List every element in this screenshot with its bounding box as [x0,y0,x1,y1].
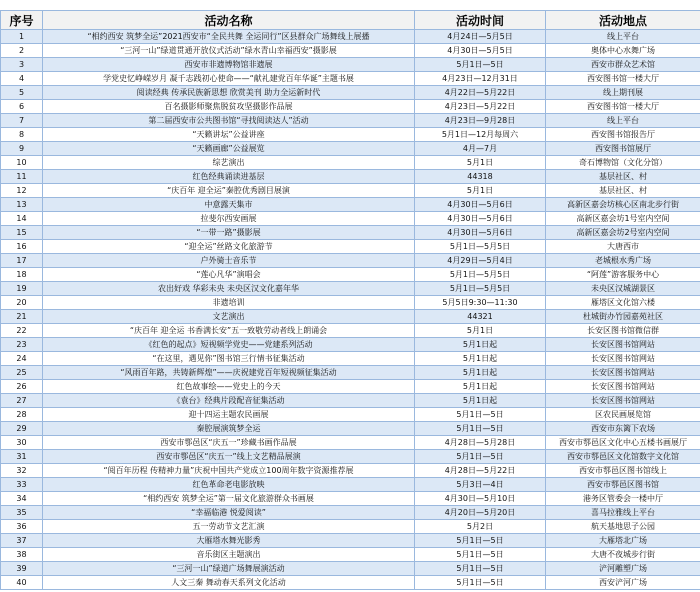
cell-activity-time: 4月—7月 [415,142,546,156]
cell-activity-time: 4月30日—5月5日 [415,44,546,58]
cell-index: 17 [1,254,43,268]
cell-activity-place: 西安市鄠邑区文化馆数字文化馆 [546,450,700,464]
cell-activity-time: 5月1日起 [415,352,546,366]
table-row [1,394,700,408]
cell-index: 36 [1,520,43,534]
cell-activity-time: 4月29日—5月4日 [415,254,546,268]
cell-activity-time: 5月1日—5月5日 [415,268,546,282]
header-activity-place: 活动地点 [546,11,700,30]
cell-activity-name: “相约西安 筑梦全运”第一届文化旅游群众书画展 [43,492,415,506]
cell-activity-name: 中意露天集市 [43,198,415,212]
cell-index: 31 [1,450,43,464]
cell-activity-place: 线上期刊展 [546,86,700,100]
table-row [1,548,700,562]
cell-activity-time: 5月1日起 [415,394,546,408]
cell-activity-place: 西安市鄠邑区图书馆 [546,478,700,492]
cell-activity-place: 西安图书馆一楼大厅 [546,100,700,114]
cell-index: 19 [1,282,43,296]
cell-index: 21 [1,310,43,324]
cell-index: 28 [1,408,43,422]
cell-activity-name: 农出好戏 华彩未央 未央区汉文化嘉年华 [43,282,415,296]
cell-activity-name: “莲心凡华”演唱会 [43,268,415,282]
cell-activity-time: 4月22日—5月22日 [415,86,546,100]
cell-activity-name: 第二届西安市公共图书馆“寻找阅读达人”活动 [43,114,415,128]
cell-activity-name: 学党史忆峥嵘岁月 凝千志践初心使命——“献礼建党百年华诞”主题书展 [43,72,415,86]
cell-activity-place: 区农民画展览馆 [546,408,700,422]
cell-activity-time: 4月30日—5月10日 [415,492,546,506]
table-row [1,170,700,184]
table-row [1,338,700,352]
cell-index: 24 [1,352,43,366]
cell-index: 39 [1,562,43,576]
table-row [1,114,700,128]
cell-activity-place: 线上平台 [546,114,700,128]
cell-activity-place: 大雁塔北广场 [546,534,700,548]
cell-activity-place: 线上平台 [546,30,700,44]
cell-activity-time: 44318 [415,170,546,184]
table-row [1,58,700,72]
cell-activity-name: “三河一山”绿道广场舞展演活动 [43,562,415,576]
cell-index: 6 [1,100,43,114]
cell-activity-name: “天籁讲坛”公益讲座 [43,128,415,142]
table-row [1,436,700,450]
cell-activity-name: 文艺演出 [43,310,415,324]
cell-index: 1 [1,30,43,44]
cell-index: 13 [1,198,43,212]
cell-activity-place: 高新区嘉会坊1号室内空间 [546,212,700,226]
cell-index: 2 [1,44,43,58]
cell-activity-place: 长安区图书馆网站 [546,380,700,394]
table-row [1,282,700,296]
table-row [1,520,700,534]
cell-activity-time: 4月23日—12月31日 [415,72,546,86]
table-row [1,254,700,268]
table-row [1,408,700,422]
cell-activity-place: 杜城街办竹园嘉苑社区 [546,310,700,324]
table-row [1,72,700,86]
cell-activity-place: 基层社区、村 [546,184,700,198]
cell-activity-place: 高新区嘉会坊2号室内空间 [546,226,700,240]
table-row [1,30,700,44]
cell-activity-time: 4月23日—9月28日 [415,114,546,128]
table-row [1,492,700,506]
table-body [1,30,700,590]
cell-index: 29 [1,422,43,436]
cell-activity-place: 浐河雕塑广场 [546,562,700,576]
cell-index: 9 [1,142,43,156]
cell-activity-name: 西安市非遗博物馆非遗展 [43,58,415,72]
header-activity-time: 活动时间 [415,11,546,30]
cell-activity-time: 5月1日—5日 [415,534,546,548]
cell-activity-name: “天籁画廊”公益展览 [43,142,415,156]
table-row [1,478,700,492]
cell-activity-place: 长安区图书馆微信群 [546,324,700,338]
cell-activity-time: 5月1日起 [415,366,546,380]
cell-activity-place: 西安图书馆展厅 [546,142,700,156]
cell-activity-place: 西安市群众艺术馆 [546,58,700,72]
table-row [1,450,700,464]
cell-index: 7 [1,114,43,128]
cell-index: 16 [1,240,43,254]
cell-activity-place: 未央区汉城湖景区 [546,282,700,296]
cell-activity-name: “在这里，遇见你”图书馆三行情书征集活动 [43,352,415,366]
cell-activity-time: 5月3日—4日 [415,478,546,492]
cell-index: 25 [1,366,43,380]
cell-activity-place: 航天基地思子公园 [546,520,700,534]
cell-activity-name: “三河一山”绿道贯通开放仪式活动”绿水青山幸福西安”摄影展 [43,44,415,58]
cell-activity-time: 5月1日—5日 [415,408,546,422]
cell-activity-name: “幸福临港 悦爱阅读” [43,506,415,520]
cell-activity-name: 非遗培训 [43,296,415,310]
cell-index: 8 [1,128,43,142]
cell-index: 14 [1,212,43,226]
cell-activity-time: 5月1日—5日 [415,562,546,576]
cell-index: 32 [1,464,43,478]
cell-activity-time: 5月1日—5日 [415,422,546,436]
cell-activity-time: 5月1日 [415,156,546,170]
cell-index: 18 [1,268,43,282]
table-row [1,534,700,548]
cell-activity-time: 5月1日—5月5日 [415,240,546,254]
table-row [1,576,700,590]
table-row [1,366,700,380]
cell-activity-place: “阿莲”游客服务中心 [546,268,700,282]
cell-activity-time: 44321 [415,310,546,324]
cell-activity-time: 4月30日—5月6日 [415,226,546,240]
cell-index: 23 [1,338,43,352]
cell-index: 27 [1,394,43,408]
activity-table [0,10,700,590]
cell-activity-time: 4月30日—5月6日 [415,212,546,226]
table-row [1,464,700,478]
table-row [1,324,700,338]
table-row [1,212,700,226]
table-row [1,422,700,436]
cell-index: 15 [1,226,43,240]
cell-activity-time: 4月28日—5月22日 [415,464,546,478]
cell-activity-place: 老城根水秀广场 [546,254,700,268]
cell-activity-time: 5月1日—12月每周六 [415,128,546,142]
cell-activity-time: 5月1日—5日 [415,58,546,72]
table-row [1,86,700,100]
cell-activity-time: 4月30日—5月6日 [415,198,546,212]
cell-index: 37 [1,534,43,548]
cell-index: 11 [1,170,43,184]
cell-index: 10 [1,156,43,170]
cell-activity-name: 秦腔展演筑梦全运 [43,422,415,436]
cell-activity-name: 大雁塔水舞光影秀 [43,534,415,548]
cell-activity-place: 西安图书馆一楼大厅 [546,72,700,86]
cell-activity-time: 5月2日 [415,520,546,534]
cell-activity-name: 红色故事绘——党史上的今天 [43,380,415,394]
cell-index: 34 [1,492,43,506]
cell-activity-name: “庆百年 迎全运 书香满长安”五一致敬劳动者线上朗诵会 [43,324,415,338]
table-row [1,310,700,324]
cell-activity-place: 喜马拉雅线上平台 [546,506,700,520]
table-row [1,184,700,198]
cell-activity-name: 西安市鄠邑区“庆五一”线上文艺精品展演 [43,450,415,464]
cell-index: 3 [1,58,43,72]
cell-activity-time: 5月1日 [415,184,546,198]
cell-activity-place: 西安市鄠邑区文化中心五楼书画展厅 [546,436,700,450]
cell-activity-name: 《袁台》经典片段配音征集活动 [43,394,415,408]
cell-activity-time: 4月20日—5月20日 [415,506,546,520]
cell-activity-place: 西安市东篱下农场 [546,422,700,436]
cell-activity-place: 港务区管委会一楼中厅 [546,492,700,506]
table-row [1,240,700,254]
cell-activity-place: 基层社区、村 [546,170,700,184]
cell-activity-name: “相约西安 筑梦全运”2021西安市“全民共舞 全运同行”区县群众广场舞线上展播 [43,30,415,44]
cell-index: 30 [1,436,43,450]
cell-activity-place: 高新区嘉会坊核心区南北步行街 [546,198,700,212]
cell-activity-name: 综艺演出 [43,156,415,170]
cell-activity-time: 5月1日—5月5日 [415,282,546,296]
header-index: 序号 [1,11,43,30]
cell-activity-time: 5月1日起 [415,338,546,352]
cell-activity-name: 人文三秦 舞动春天系列文化活动 [43,576,415,590]
table-header [1,11,700,30]
header-activity-name: 活动名称 [43,11,415,30]
cell-activity-name: 拉斐尔西安画展 [43,212,415,226]
cell-activity-time: 5月1日—5日 [415,576,546,590]
cell-activity-place: 奥体中心水舞广场 [546,44,700,58]
cell-index: 38 [1,548,43,562]
table-row [1,296,700,310]
cell-activity-place: 大唐西市 [546,240,700,254]
cell-activity-name: 《红色的起点》短视频学党史——党建系列活动 [43,338,415,352]
cell-activity-name: “风雨百年路，共铸新辉煌”——庆祝建党百年短视频征集活动 [43,366,415,380]
cell-activity-name: “迎全运”丝路文化旅游节 [43,240,415,254]
table-row [1,506,700,520]
table-row [1,268,700,282]
table-row [1,44,700,58]
cell-activity-name: “一带一路”摄影展 [43,226,415,240]
cell-activity-name: 迎十四运主题农民画展 [43,408,415,422]
cell-activity-time: 5月1日 [415,324,546,338]
cell-index: 33 [1,478,43,492]
cell-activity-place: 雁塔区文化馆六楼 [546,296,700,310]
table-row [1,198,700,212]
cell-activity-name: 百名摄影师聚焦脱贫攻坚摄影作品展 [43,100,415,114]
cell-activity-time: 4月28日—5月28日 [415,436,546,450]
cell-activity-name: 音乐街区主题演出 [43,548,415,562]
cell-index: 12 [1,184,43,198]
cell-index: 20 [1,296,43,310]
cell-activity-place: 长安区图书馆网站 [546,366,700,380]
cell-activity-name: 户外骑士音乐节 [43,254,415,268]
cell-index: 26 [1,380,43,394]
cell-activity-time: 5月5日9:30—11:30 [415,296,546,310]
cell-activity-name: 五一劳动节文艺汇演 [43,520,415,534]
cell-index: 5 [1,86,43,100]
cell-activity-name: “阅百年历程 传精神力量”庆祝中国共产党成立100周年数字资源推荐展 [43,464,415,478]
cell-index: 40 [1,576,43,590]
table-row [1,562,700,576]
cell-index: 22 [1,324,43,338]
cell-activity-place: 长安区图书馆网站 [546,352,700,366]
table-row [1,128,700,142]
cell-activity-name: 西安市鄠邑区“庆五一”珍藏书画作品展 [43,436,415,450]
cell-activity-name: 红色经典诵读进基层 [43,170,415,184]
cell-activity-time: 5月1日起 [415,380,546,394]
cell-activity-place: 长安区图书馆网站 [546,338,700,352]
cell-activity-place: 奇石博物馆（文化分馆） [546,156,700,170]
cell-activity-name: 红色革命老电影放映 [43,478,415,492]
table-row [1,156,700,170]
table-row [1,226,700,240]
cell-activity-time: 4月23日—5月22日 [415,100,546,114]
header-row [1,11,700,30]
cell-activity-place: 西安图书馆报告厅 [546,128,700,142]
cell-activity-name: “庆百年 迎全运”秦腔优秀剧目展演 [43,184,415,198]
table-row [1,380,700,394]
cell-activity-name: 阅读经典 传承民族新思想 欣赏美刊 助力全运新时代 [43,86,415,100]
table-row [1,142,700,156]
table-row [1,100,700,114]
cell-index: 4 [1,72,43,86]
table-row [1,352,700,366]
cell-activity-place: 大唐不夜城步行街 [546,548,700,562]
cell-activity-time: 5月1日—5日 [415,548,546,562]
cell-activity-place: 西安市鄠邑区图书馆线上 [546,464,700,478]
cell-activity-time: 5月1日—5日 [415,450,546,464]
cell-activity-time: 4月24日—5月5日 [415,30,546,44]
cell-index: 35 [1,506,43,520]
cell-activity-place: 长安区图书馆网站 [546,394,700,408]
cell-activity-place: 西安浐河广场 [546,576,700,590]
